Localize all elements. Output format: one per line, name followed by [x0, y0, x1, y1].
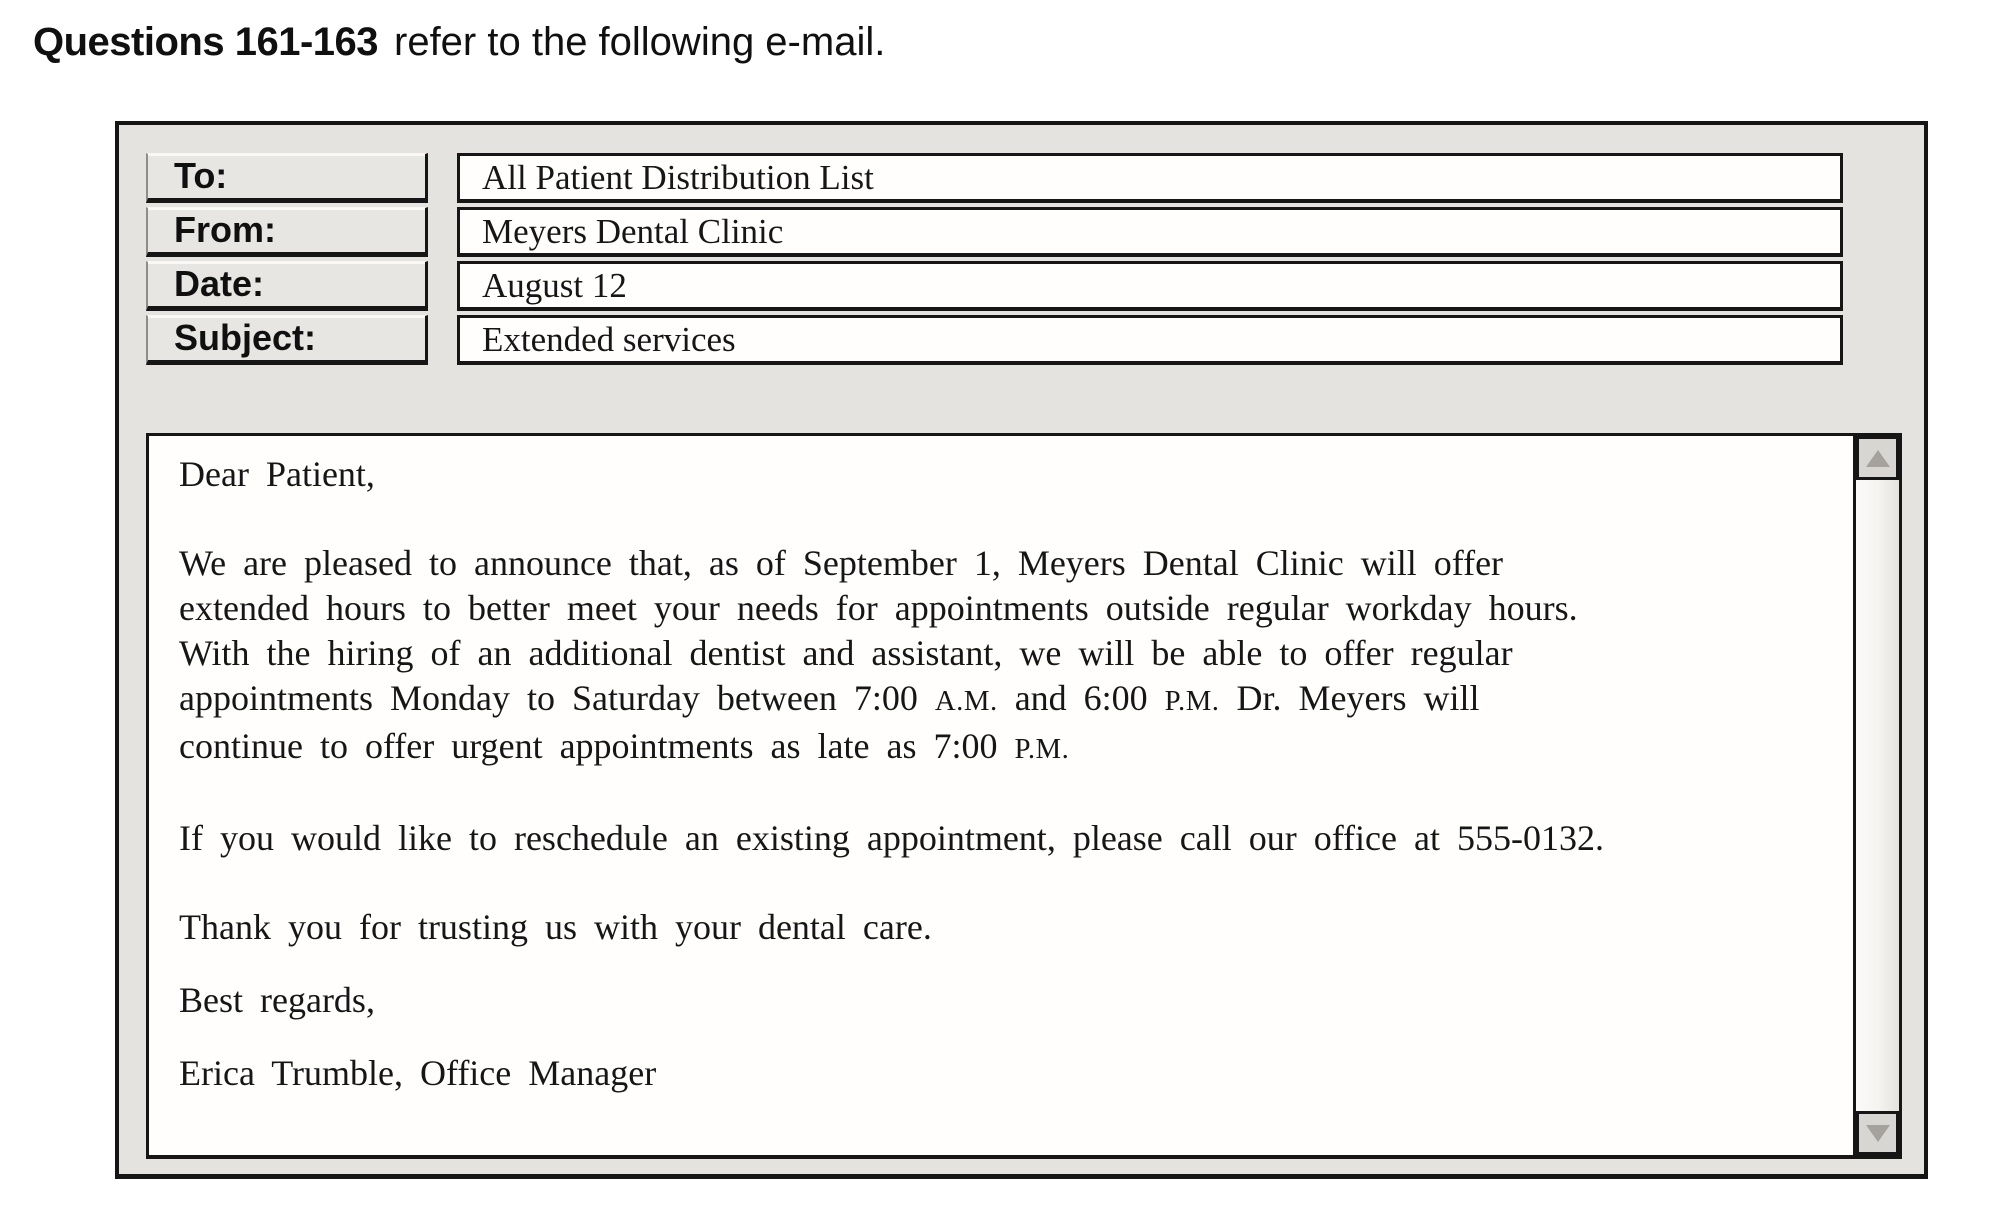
scrollbar-track[interactable]	[1856, 480, 1899, 1111]
body-line: With the hiring of an additional dentist and assistant, we will be able to offer regular	[179, 633, 1513, 673]
body-paragraph	[179, 905, 1829, 950]
body-paragraph	[179, 452, 1829, 497]
body-line: Best regards,	[179, 980, 375, 1020]
body-line: extended hours to better meet your needs for appointments outside regular workday hours.	[179, 588, 1578, 628]
body-paragraph	[179, 1051, 1829, 1096]
body-line: appointments Monday to Saturday between 7:00 A.M. and 6:00 P.M. Dr. Meyers will	[179, 678, 1480, 718]
email-body	[146, 433, 1902, 1159]
from-field[interactable]: Meyers Dental Clinic	[457, 207, 1843, 257]
body-line: Dear Patient,	[179, 454, 375, 494]
field-row-to	[119, 153, 1924, 203]
body-paragraph	[179, 978, 1829, 1023]
question-instruction-text: refer to the following e-mail.	[394, 20, 886, 64]
scrollbar[interactable]	[1856, 433, 1902, 1159]
subject-label: Subject:	[146, 315, 428, 365]
body-line: Erica Trumble, Office Manager	[179, 1053, 657, 1093]
from-label: From:	[146, 207, 428, 257]
body-line: Thank you for trusting us with your dental care.	[179, 907, 932, 947]
body-paragraph	[179, 541, 1829, 772]
date-field[interactable]: August 12	[457, 261, 1843, 311]
email-window	[115, 121, 1928, 1179]
body-line: We are pleased to announce that, as of September 1, Meyers Dental Clinic will offer	[179, 543, 1504, 583]
to-field[interactable]: All Patient Distribution List	[457, 153, 1843, 203]
field-row-from	[119, 207, 1924, 257]
field-row-date	[119, 261, 1924, 311]
scroll-up-button[interactable]	[1856, 436, 1899, 480]
body-line: continue to offer urgent appointments as late as 7:00 P.M.	[179, 726, 1070, 766]
question-range: Questions 161-163	[33, 20, 378, 64]
body-line: If you would like to reschedule an existing appointment, please call our office at 555-0132.	[179, 818, 1604, 858]
to-label: To:	[146, 153, 428, 203]
scroll-down-arrow-icon	[1866, 1125, 1890, 1142]
body-paragraph	[179, 816, 1829, 861]
subject-field[interactable]: Extended services	[457, 315, 1843, 365]
date-label: Date:	[146, 261, 428, 311]
scroll-up-arrow-icon	[1866, 450, 1890, 467]
email-body-text	[146, 433, 1856, 1159]
field-row-subject	[119, 315, 1924, 365]
question-instruction	[33, 20, 885, 65]
scroll-down-button[interactable]	[1856, 1111, 1899, 1155]
